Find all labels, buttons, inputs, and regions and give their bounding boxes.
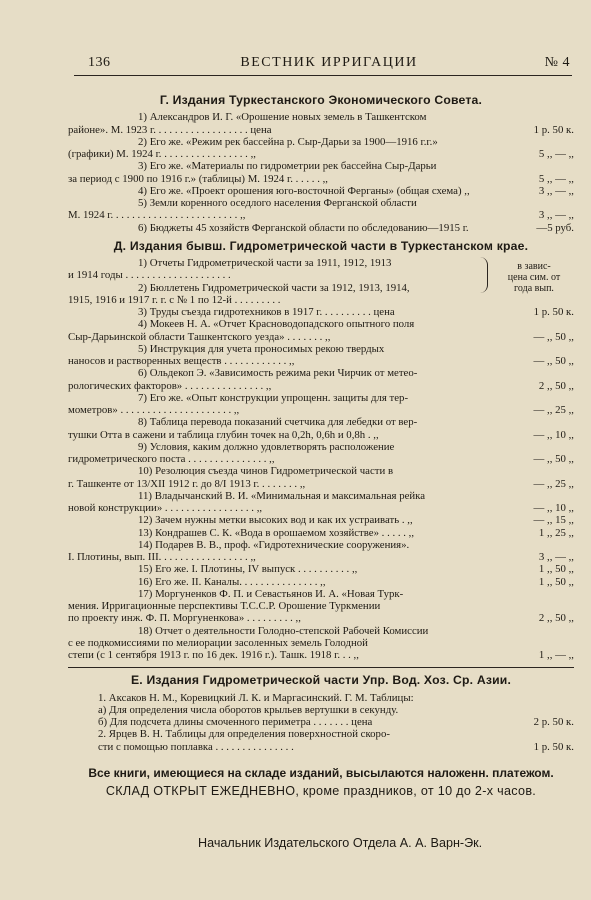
entry-line: 4) Мокеев Н. А. «Отчет Красноводопадского опытного поля xyxy=(138,318,415,331)
entry-line: 2) Его же. «Режим рек бассейна р. Сыр-Дарьи за 1900—1916 г.г.» xyxy=(138,135,438,148)
entry-price: 3 ,, — ,, xyxy=(536,185,574,197)
bracketed-entries xyxy=(68,257,574,306)
entry-line: М. 1924 г. . . . . . . . . . . . . . . . . . . . . . . . ,, xyxy=(68,209,246,222)
entry-line: г. Ташкенте от 13/XII 1912 г. до 8/I 1913 г. . . . . . . . ,, xyxy=(68,477,306,490)
catalog-entry xyxy=(68,563,574,575)
entry-price: 2 ,, 50 ,, xyxy=(536,380,574,392)
entry-line: и 1914 годы . . . . . . . . . . . . . . . . . . . . xyxy=(68,269,231,282)
entry-line: 18) Отчет о деятельности Голодно-степской Рабочей Комиссии xyxy=(138,624,429,637)
entry-price: — ,, 50 ,, xyxy=(531,453,575,465)
entry-line: 15) Его же. I. Плотины, IV выпуск . . . . . . . . . . ,, xyxy=(138,563,358,576)
entry-price: — ,, 50 ,, xyxy=(531,331,575,343)
catalog-entry xyxy=(68,222,574,234)
entry-price: 5 ,, — ,, xyxy=(536,148,574,160)
price-note-line: в завис- xyxy=(517,261,551,272)
entry-line: степи (с 1 сентября 1913 г. по 16 дек. 1916 г.). Ташк. 1918 г. . . ,, xyxy=(68,649,359,661)
entry-line: 1. Аксаков Н. М., Коревицкий Л. К. и Маргасинский. Г. М. Таблицы: xyxy=(98,691,414,704)
entry-line: 8) Таблица перевода показаний счетчика для лебедки от вер- xyxy=(138,416,418,429)
entry-line: мения. Ирригационные перспективы Т.С.С.Р. Орошение Туркмении xyxy=(68,600,381,612)
page-body xyxy=(68,88,574,850)
entry-price: — ,, 25 ,, xyxy=(531,404,575,416)
entry-price: 5 ,, — ,, xyxy=(536,173,574,185)
catalog-entry xyxy=(68,539,574,564)
entry-line: мометров» . . . . . . . . . . . . . . . . . . . . . ,, xyxy=(68,404,240,416)
shipping-notice: Все книги, имеющиеся на складе изданий, высылаются наложенн. платежом. xyxy=(88,765,554,780)
entry-line: тушки Отта в сажени и таблица глубин точек на 0,2h, 0,6h и 0,8h . ,, xyxy=(68,428,379,441)
entry-line: наносов и растворенных веществ . . . . . . . . . . . . ,, xyxy=(68,355,295,367)
catalog-entry xyxy=(68,343,574,368)
catalog-entry xyxy=(68,576,574,588)
catalog-entry xyxy=(68,416,574,441)
entry-line: 2. Ярцев В. Н. Таблицы для определения поверхностной скоро- xyxy=(98,728,390,741)
entry-price: 2 р. 50 к. xyxy=(531,716,574,728)
entry-price: — ,, 10 ,, xyxy=(531,502,575,514)
entry-line: 1915, 1916 и 1917 г. г. с № 1 по 12-й . . . . . . . . . xyxy=(68,293,281,306)
entry-line: б) Для подсчета длины смоченного периметра . . . . . . . цена xyxy=(98,716,373,728)
entry-price: — ,, 50 ,, xyxy=(531,355,575,367)
section-divider xyxy=(68,667,574,668)
catalog-entry xyxy=(68,160,574,185)
entry-price: 1 р. 50 к. xyxy=(531,741,574,753)
entry-line: 1) Александров И. Г. «Орошение новых земель в Ташкентском xyxy=(138,111,427,124)
catalog-entry xyxy=(68,136,574,161)
entry-line: 2) Бюллетень Гидрометрической части за 1912, 1913, 1914, xyxy=(138,281,410,294)
entry-line: новой конструкции» . . . . . . . . . . . . . . . . . ,, xyxy=(68,502,263,514)
catalog-entry xyxy=(68,490,574,515)
entry-line: 12) Зачем нужны метки высоких вод и как их устраивать . ,, xyxy=(138,514,413,527)
entry-line: 6) Бюджеты 45 хозяйств Ферганской области по обследованию—1915 г. xyxy=(138,221,469,234)
catalog-entry xyxy=(68,588,574,625)
catalog-entry xyxy=(68,367,574,392)
entry-line: 5) Инструкция для учета проносимых рекою твердых xyxy=(138,342,385,355)
entry-line: Сыр-Дарьинской области Ташкентского уезда» . . . . . . . ,, xyxy=(68,330,331,343)
entry-line: 16) Его же. II. Каналы. . . . . . . . . . . . . . . ,, xyxy=(138,575,326,588)
entry-line: 7) Его же. «Опыт конструкции упрощенн. защиты для тер- xyxy=(138,391,409,404)
catalog-entry xyxy=(68,185,574,197)
entry-price: 1 ,, 50 ,, xyxy=(536,576,574,588)
entry-price: — ,, 10 ,, xyxy=(531,429,575,441)
entry-line: 13) Кондрашев С. К. «Вода в орошаемом хозяйстве» . . . . . ,, xyxy=(138,526,415,539)
entry-line: районе». М. 1923 г. . . . . . . . . . . . . . . . . . цена xyxy=(68,123,272,136)
entry-price: 1 р. 50 к. xyxy=(531,306,574,318)
price-note-line: цена сим. от xyxy=(507,272,561,283)
catalog-entry xyxy=(68,111,574,136)
entry-line: 1) Отчеты Гидрометрической части за 1911, 1912, 1913 xyxy=(138,257,392,269)
catalog-entry xyxy=(68,514,574,526)
entry-line: 17) Моргуненков Ф. П. и Севастьянов И. А. «Новая Турк- xyxy=(138,587,404,600)
entry-line: 9) Условия, каким должно удовлетворять расположение xyxy=(138,440,395,453)
sections-container xyxy=(68,94,574,753)
catalog-entry xyxy=(68,441,574,466)
catalog-entry xyxy=(68,306,574,318)
entry-price: 2 ,, 50 ,, xyxy=(536,612,574,624)
entries-block xyxy=(68,692,574,753)
catalog-entry xyxy=(68,197,574,222)
entry-price: 1 ,, 25 ,, xyxy=(536,527,574,539)
entry-price: — ,, 15 ,, xyxy=(531,514,575,526)
entry-line: 3) Труды съезда гидротехников в 1917 г. . . . . . . . . . цена xyxy=(138,306,395,318)
entry-price: — ,, 25 ,, xyxy=(531,478,575,490)
entry-price: 1 р. 50 к. xyxy=(531,124,574,136)
journal-title: ВЕСТНИК ИРРИГАЦИИ xyxy=(240,55,418,70)
section-title: Г. Издания Туркестанского Экономического Совета. xyxy=(159,93,483,107)
catalog-entry xyxy=(98,728,574,753)
header-rule xyxy=(74,75,572,76)
entry-line: по проекту инж. Ф. П. Моргуненкова» . . . . . . . . . ,, xyxy=(68,612,301,625)
hours-notice: СКЛАД ОТКРЫТ ЕЖЕДНЕВНО, кроме праздников, от 10 до 2-х часов. xyxy=(105,784,537,798)
entry-price: 1 ,, 50 ,, xyxy=(536,563,574,575)
entry-line: 11) Владычанский В. И. «Минимальная и максимальная рейка xyxy=(138,489,426,502)
entry-line: за период с 1900 по 1916 г.» (таблицы) М. 1924 г. . . . . . ,, xyxy=(68,172,328,185)
entry-line: а) Для определения числа оборотов крыльев вертушки в секунду. xyxy=(98,703,399,716)
brace-mark xyxy=(479,257,488,293)
catalog-entry xyxy=(68,318,574,343)
section-title: Е. Издания Гидрометрической части Упр. Вод. Хоз. Ср. Азии. xyxy=(130,673,512,688)
entry-line: рологических факторов» . . . . . . . . . . . . . . . ,, xyxy=(68,379,272,392)
entry-line: с ее подкомиссиями по мелиорации засоленных земель Голодной xyxy=(68,636,368,649)
entry-price: —5 руб. xyxy=(533,222,574,234)
catalog-entry xyxy=(68,625,574,662)
signature-line: Начальник Издательского Отдела А. А. Варн-Эк. xyxy=(198,836,483,851)
entry-line: 3) Его же. «Материалы по гидрометрии рек бассейна Сыр-Дарьи xyxy=(138,160,437,173)
catalog-entry xyxy=(98,692,574,729)
entry-line: гидрометрического поста . . . . . . . . . . . . . . . ,, xyxy=(68,453,275,465)
entry-price: 1 ,, — ,, xyxy=(536,649,574,661)
entry-line: 4) Его же. «Проект орошения юго-восточной Ферганы» (общая схема) ,, xyxy=(138,184,470,197)
entry-line: (графики) М. 1924 г. . . . . . . . . . . . . . . . . ,, xyxy=(68,148,256,160)
entry-line: 5) Земли коренного оседлого населения Ферганской области xyxy=(138,197,417,209)
section-title: Д. Издания бывш. Гидрометрической части в Туркестанском крае. xyxy=(113,238,529,253)
entry-line: 10) Резолюция съезда чинов Гидрометрической части в xyxy=(138,465,394,478)
price-note-line: года вып. xyxy=(514,283,554,294)
catalog-entry xyxy=(68,392,574,417)
issue-number: № 4 xyxy=(544,55,570,70)
entry-line: сти с помощью поплавка . . . . . . . . . . . . . . . xyxy=(98,740,294,753)
price-note xyxy=(494,261,574,294)
entry-line: 14) Подарев В. В., проф. «Гидротехнические сооружения». xyxy=(138,538,410,551)
entry-line: I. Плотины, вып. III. . . . . . . . . . . . . . . . . ,, xyxy=(68,551,256,563)
entry-price: 3 ,, — ,, xyxy=(536,551,574,563)
catalog-entry xyxy=(68,465,574,490)
entry-line: 6) Ольдекоп Э. «Зависимость режима реки Чирчик от метео- xyxy=(138,367,418,380)
catalog-entry xyxy=(68,527,574,539)
entry-price: 3 ,, — ,, xyxy=(536,209,574,221)
page-number: 136 xyxy=(88,55,111,70)
